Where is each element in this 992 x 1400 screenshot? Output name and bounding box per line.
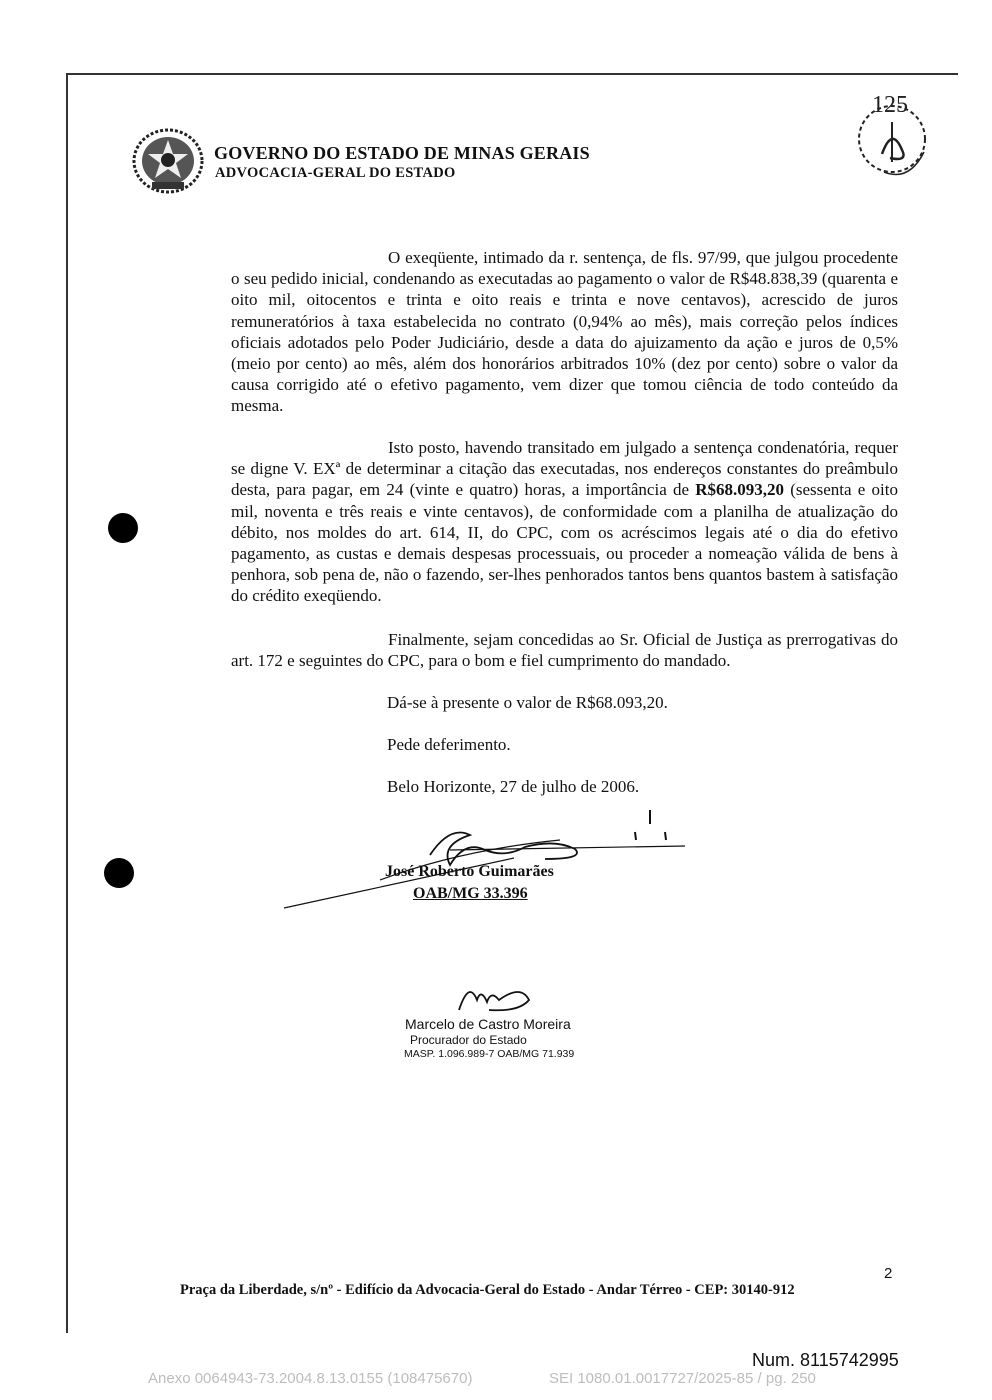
page-border-left [66, 73, 68, 1333]
stamp-number: 125 [872, 92, 908, 118]
claimed-amount: R$68.093,20 [695, 480, 784, 500]
paragraph-2-text-after: (sessenta e oito mil, noventa e três reais e vinte centavos), de conformidade com a planilha de atualização do débito, nos moldes do art. 614, II, do CPC, com os acréscimos legais até o dia do efetivo pagamento, as custas e demais despesas processuais, ou proceder a nomeação válida de bens à penhora, sob pena de, não o fazendo, ser-lhes penhorados tantos bens quantos bastem à satisfação do crédito exeqüendo. [231, 480, 898, 606]
coat-of-arms-icon [130, 128, 206, 194]
place-date: Belo Horizonte, 27 de julho de 2006. [387, 777, 640, 796]
procurator-name: Marcelo de Castro Moreira [405, 1016, 571, 1032]
punch-hole [108, 513, 138, 543]
signatory-name: José Roberto Guimarães [385, 863, 554, 880]
sei-identifier: SEI 1080.01.0017727/2025-85 / pg. 250 [549, 1370, 816, 1387]
page-number: 2 [884, 1265, 893, 1282]
paragraph-1: O exeqüente, intimado da r. sentença, de fls. 97/99, que julgou procedente o seu pedido inicial, condenando as executadas ao pagamento o valor de R$48.838,39 (quarenta e oito mil, oitocentos e trinta e oito reais e trinta e nove centavos), acrescido de juros remuneratórios à taxa estabelecida no contrato (0,94% ao mês), mais correção pelos índices oficiais adotados pelo Poder Judiciário, desde a data do ajuizamento da ação e juros de 0,5% (meio por cento) ao mês, além dos honorários arbitrados 10% (dez por cento) sobre o valor da causa corrigido até o efetivo pagamento, vem dizer que tomou ciência de todo conteúdo da mesma. [231, 248, 898, 416]
signatory-oab: OAB/MG 33.396 [413, 885, 528, 902]
paragraph-2 [231, 437, 898, 607]
procurator-title: Procurador do Estado [410, 1033, 527, 1047]
procurator-ids: MASP. 1.096.989-7 OAB/MG 71.939 [404, 1048, 575, 1060]
value-statement: Dá-se à presente o valor de R$68.093,20. [387, 693, 668, 712]
protocol-stamp-icon [854, 84, 938, 188]
punch-hole [104, 858, 134, 888]
page-border-top [66, 73, 958, 75]
agency-title: ADVOCACIA-GERAL DO ESTADO [215, 165, 456, 181]
government-title: GOVERNO DO ESTADO DE MINAS GERAIS [214, 143, 590, 163]
annex-identifier: Anexo 0064943-73.2004.8.13.0155 (108475670) [148, 1370, 473, 1387]
document-number: Num. 8115742995 [752, 1350, 899, 1370]
paragraph-3: Finalmente, sejam concedidas ao Sr. Oficial de Justiça as prerrogativas do art. 172 e seguintes do CPC, para o bom e fiel cumprimento do mandado. [231, 630, 898, 671]
request-line: Pede deferimento. [387, 735, 511, 754]
paragraph-2-text-before: Isto posto, havendo transitado em julgado a sentença condenatória, requer se digne V. EXª de determinar a citação das executadas, nos endereços constantes do preâmbulo desta, para pagar, em 24 (vinte e quatro) horas, a importância de [231, 438, 898, 500]
handwritten-signature-2-icon [455, 976, 535, 1016]
footer-address: Praça da Liberdade, s/nº - Edifício da Advocacia-Geral do Estado - Andar Térreo - CEP: 30140-912 [180, 1282, 795, 1298]
